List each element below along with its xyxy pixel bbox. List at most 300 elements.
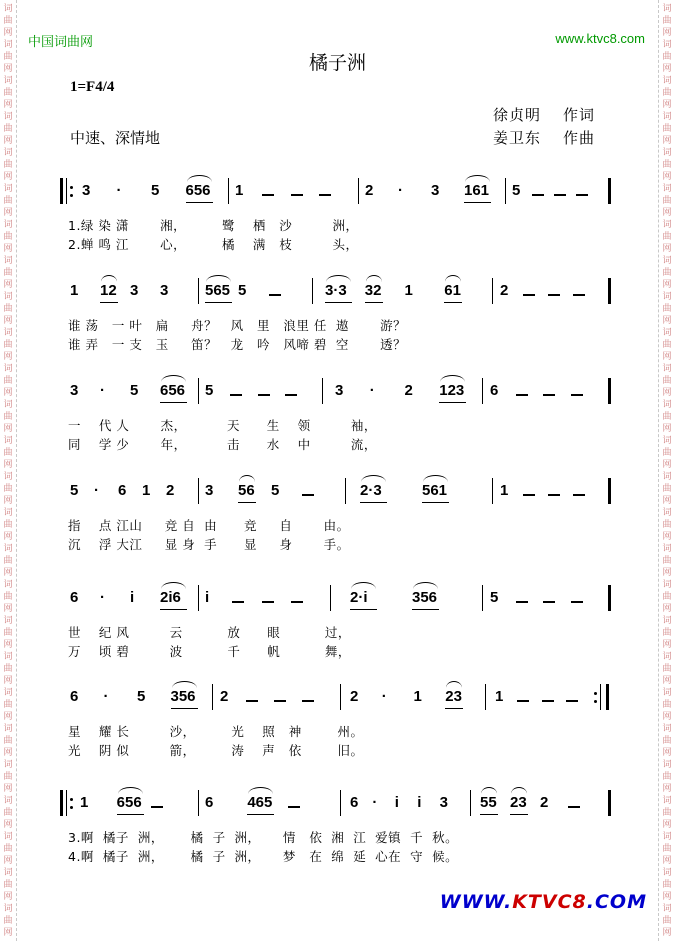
margin-glyph: 网 <box>3 604 13 614</box>
beam-underline <box>439 402 466 403</box>
notation-row <box>60 378 620 408</box>
beam-underline <box>445 708 463 709</box>
margin-glyph: 网 <box>662 280 672 290</box>
margin-glyph: 曲 <box>3 52 13 62</box>
note-group: 2 <box>166 482 175 499</box>
margin-glyph: 网 <box>3 748 13 758</box>
dash-extension <box>319 194 331 196</box>
margin-glyph: 词 <box>662 760 672 770</box>
margin-glyph: 曲 <box>662 772 672 782</box>
lyric-line-1: 1.绿 染 潇 湘， 鹭 栖 沙 洲， <box>68 218 359 233</box>
note-group: 3 <box>439 794 448 811</box>
composer-role: 作曲 <box>563 129 596 147</box>
note-group: 56 <box>238 482 255 499</box>
note-group: 356 <box>412 589 438 606</box>
margin-glyph: 词 <box>3 544 13 554</box>
watermark-brand: KTVC8 <box>512 891 587 913</box>
note-group: 2·i <box>350 589 368 606</box>
dash-extension <box>230 394 242 396</box>
margin-glyph: 网 <box>662 64 672 74</box>
slur-arc <box>423 475 448 482</box>
bar-line <box>198 378 199 404</box>
margin-glyph: 词 <box>662 796 672 806</box>
note-group: 656 <box>160 382 186 399</box>
note-group: 1 <box>235 182 244 199</box>
beam-underline <box>160 609 187 610</box>
margin-glyph: 曲 <box>662 340 672 350</box>
lyricist-name: 徐贞明 <box>493 106 542 124</box>
composer-name: 姜卫东 <box>493 129 542 147</box>
dash-extension <box>262 601 274 603</box>
slur-arc <box>366 275 382 282</box>
dash-extension <box>291 601 303 603</box>
margin-glyph: 曲 <box>3 592 13 602</box>
note-group: 656 <box>116 794 142 811</box>
note-group: i <box>417 794 422 811</box>
margin-glyph: 词 <box>3 868 13 878</box>
dash-extension <box>262 194 274 196</box>
bar-line <box>600 684 601 710</box>
margin-glyph: 曲 <box>662 376 672 386</box>
beam-underline <box>350 609 377 610</box>
lyric-line-1: 星 耀 长 沙， 光 照 神 州。 <box>68 724 364 739</box>
note-group: 5 <box>130 382 139 399</box>
margin-glyph: 曲 <box>662 664 672 674</box>
beam-underline <box>171 708 198 709</box>
margin-glyph: 网 <box>3 928 13 938</box>
note-group: 12 <box>100 282 117 299</box>
dash-extension <box>302 494 314 496</box>
margin-glyph: 词 <box>662 76 672 86</box>
margin-glyph: 词 <box>3 616 13 626</box>
dash-extension <box>576 194 588 196</box>
beam-underline <box>365 302 383 303</box>
note-group: 5 <box>490 589 499 606</box>
bar-line <box>485 684 486 710</box>
margin-glyph: 曲 <box>662 916 672 926</box>
margin-glyph: 词 <box>3 472 13 482</box>
beam-underline <box>480 814 498 815</box>
slur-arc <box>511 787 527 794</box>
margin-glyph: 曲 <box>662 880 672 890</box>
bar-line <box>198 478 199 504</box>
repeat-dot <box>70 806 73 809</box>
dash-extension <box>516 601 528 603</box>
margin-glyph: 词 <box>662 544 672 554</box>
lyric-line-2: 2.蝉 鸣 江 心， 橘 满 枝 头， <box>68 237 359 252</box>
dash-extension <box>274 700 286 702</box>
note-group: 1 <box>70 282 79 299</box>
dash-extension <box>571 601 583 603</box>
notation-row <box>60 278 620 308</box>
repeat-dot <box>594 700 597 703</box>
margin-glyph: 网 <box>662 316 672 326</box>
notation-row <box>60 684 620 714</box>
lyric-line-2: 4.啊 橘子 洲， 橘 子 洲， 梦 在 绵 延 心在 守 候。 <box>68 849 459 864</box>
note-group: 23 <box>510 794 527 811</box>
dash-extension <box>291 194 303 196</box>
margin-glyph: 网 <box>3 784 13 794</box>
margin-glyph: 网 <box>3 28 13 38</box>
slur-arc <box>413 582 438 589</box>
note-group: 6 <box>70 589 79 606</box>
dot-mark: · <box>381 688 387 705</box>
dash-extension <box>573 494 585 496</box>
margin-glyph: 词 <box>662 436 672 446</box>
margin-glyph: 词 <box>3 796 13 806</box>
margin-glyph: 网 <box>662 460 672 470</box>
margin-glyph: 网 <box>3 676 13 686</box>
note-group: 2 <box>404 382 413 399</box>
repeat-start-bar <box>66 790 67 816</box>
note-group: 2·3 <box>360 482 382 499</box>
lyric-line-1: 一 代 人 杰， 天 生 领 袖， <box>68 418 377 433</box>
beam-underline <box>247 814 274 815</box>
margin-glyph: 曲 <box>3 376 13 386</box>
margin-glyph: 网 <box>3 712 13 722</box>
dot-mark: · <box>116 182 122 199</box>
margin-glyph: 网 <box>662 748 672 758</box>
note-group: 5 <box>238 282 247 299</box>
margin-glyph: 词 <box>662 40 672 50</box>
margin-glyph: 词 <box>3 760 13 770</box>
margin-glyph: 曲 <box>3 664 13 674</box>
margin-glyph: 曲 <box>662 808 672 818</box>
margin-glyph: 曲 <box>662 304 672 314</box>
margin-glyph: 词 <box>662 616 672 626</box>
note-group: 5 <box>205 382 214 399</box>
lyric-line-1: 谁 荡 一 叶 扁 舟？ 风 里 浪里 任 遨 游？ <box>68 318 407 333</box>
dash-extension <box>523 494 535 496</box>
margin-glyph: 词 <box>3 4 13 14</box>
margin-glyph: 曲 <box>662 232 672 242</box>
dash-extension <box>542 700 554 702</box>
margin-glyph: 曲 <box>662 268 672 278</box>
margin-glyph: 曲 <box>3 268 13 278</box>
margin-glyph: 曲 <box>3 484 13 494</box>
margin-glyph: 词 <box>3 436 13 446</box>
margin-glyph: 曲 <box>3 340 13 350</box>
bar-line <box>312 278 313 304</box>
margin-glyph: 词 <box>662 508 672 518</box>
bar-line <box>606 684 609 710</box>
repeat-dot <box>70 194 73 197</box>
beam-underline <box>100 302 118 303</box>
note-group: 2 <box>220 688 229 705</box>
slur-arc <box>446 681 462 688</box>
bar-line <box>212 684 213 710</box>
margin-glyph: 词 <box>662 904 672 914</box>
dash-extension <box>573 294 585 296</box>
margin-glyph: 词 <box>662 652 672 662</box>
margin-glyph: 词 <box>3 400 13 410</box>
dash-extension <box>232 601 244 603</box>
margin-glyph: 词 <box>662 868 672 878</box>
margin-glyph: 曲 <box>3 88 13 98</box>
notation-row <box>60 790 620 820</box>
margin-glyph: 曲 <box>662 556 672 566</box>
bar-line <box>198 585 199 611</box>
margin-glyph: 曲 <box>662 196 672 206</box>
margin-glyph: 曲 <box>3 700 13 710</box>
margin-glyph: 曲 <box>3 772 13 782</box>
note-group: 2 <box>350 688 359 705</box>
score-system-5 <box>60 585 620 669</box>
slur-arc <box>361 475 386 482</box>
margin-glyph: 曲 <box>3 16 13 26</box>
margin-glyph: 网 <box>3 136 13 146</box>
margin-glyph: 网 <box>3 280 13 290</box>
site-watermark <box>440 891 647 913</box>
margin-glyph: 网 <box>662 568 672 578</box>
dash-extension <box>543 601 555 603</box>
margin-glyph: 曲 <box>3 808 13 818</box>
tempo-marking: 中速、深情地 <box>70 129 161 147</box>
note-group: 5 <box>70 482 79 499</box>
margin-glyph: 词 <box>3 904 13 914</box>
margin-glyph: 网 <box>662 640 672 650</box>
margin-glyph: 网 <box>662 100 672 110</box>
dash-extension <box>532 194 544 196</box>
margin-glyph: 词 <box>662 328 672 338</box>
slur-arc <box>161 582 186 589</box>
margin-glyph: 词 <box>3 724 13 734</box>
score-system-6 <box>60 684 620 768</box>
margin-glyph: 词 <box>3 40 13 50</box>
margin-glyph: 曲 <box>3 628 13 638</box>
slur-arc <box>239 475 255 482</box>
bar-line <box>340 684 341 710</box>
margin-glyph: 网 <box>662 676 672 686</box>
key-signature: 1=F4/4 <box>70 79 115 95</box>
dot-mark: · <box>94 482 99 499</box>
score-system-2 <box>60 278 620 362</box>
note-group: i <box>394 794 399 811</box>
margin-glyph: 网 <box>3 388 13 398</box>
dash-extension <box>523 294 535 296</box>
margin-glyph: 曲 <box>3 160 13 170</box>
margin-glyph: 词 <box>662 580 672 590</box>
margin-glyph: 词 <box>3 112 13 122</box>
margin-glyph: 网 <box>662 496 672 506</box>
score-system-7 <box>60 790 620 874</box>
margin-glyph: 词 <box>3 580 13 590</box>
slur-arc <box>481 787 497 794</box>
slur-arc <box>172 681 197 688</box>
margin-glyph: 词 <box>3 256 13 266</box>
notation-row <box>60 478 620 508</box>
margin-glyph: 网 <box>3 64 13 74</box>
margin-glyph: 词 <box>3 688 13 698</box>
margin-glyph: 曲 <box>662 844 672 854</box>
dash-extension <box>285 394 297 396</box>
beam-underline <box>160 402 187 403</box>
margin-glyph: 词 <box>662 112 672 122</box>
margin-glyph: 曲 <box>3 124 13 134</box>
margin-glyph: 曲 <box>3 916 13 926</box>
lyric-line-1: 世 纪 风 云 放 眼 过， <box>68 625 351 640</box>
margin-glyph: 曲 <box>662 520 672 530</box>
margin-glyph: 词 <box>662 472 672 482</box>
note-group: 5 <box>271 482 280 499</box>
margin-glyph: 网 <box>662 532 672 542</box>
bar-line <box>492 278 493 304</box>
note-group: 2 <box>540 794 549 811</box>
bar-line <box>228 178 229 204</box>
note-group: 32 <box>364 282 382 299</box>
margin-glyph: 曲 <box>3 556 13 566</box>
margin-glyph: 网 <box>662 136 672 146</box>
repeat-dot <box>70 186 73 189</box>
margin-glyph: 词 <box>3 220 13 230</box>
site-url[interactable]: www.ktvc8.com <box>555 31 645 46</box>
margin-glyph: 网 <box>662 604 672 614</box>
note-group: 3·3 <box>325 282 347 299</box>
site-name[interactable]: 中国词曲网 <box>28 35 94 50</box>
lyric-line-1: 指 点 江山 竞 自 由 竞 自 由。 <box>68 518 350 533</box>
dash-extension <box>548 494 560 496</box>
margin-glyph: 曲 <box>662 52 672 62</box>
margin-glyph: 词 <box>662 832 672 842</box>
margin-glyph: 网 <box>662 820 672 830</box>
repeat-dot <box>70 798 73 801</box>
bar-line <box>330 585 331 611</box>
margin-glyph: 曲 <box>662 16 672 26</box>
margin-glyph: 词 <box>662 148 672 158</box>
dash-extension <box>151 806 163 808</box>
note-group: 6 <box>205 794 214 811</box>
note-group: i <box>205 589 210 606</box>
slur-arc <box>248 787 273 794</box>
dash-extension <box>548 294 560 296</box>
note-group: 1 <box>404 282 413 299</box>
beam-underline <box>117 814 144 815</box>
margin-glyph: 网 <box>662 928 672 938</box>
dash-extension <box>246 700 258 702</box>
left-margin-watermark <box>0 0 17 941</box>
dash-extension <box>517 700 529 702</box>
dash-extension <box>288 806 300 808</box>
margin-glyph: 曲 <box>662 484 672 494</box>
margin-glyph: 网 <box>662 784 672 794</box>
margin-glyph: 曲 <box>662 628 672 638</box>
margin-glyph: 曲 <box>662 592 672 602</box>
margin-glyph: 词 <box>662 4 672 14</box>
margin-glyph: 网 <box>662 244 672 254</box>
bar-line <box>482 585 483 611</box>
note-group: 3 <box>335 382 344 399</box>
note-group: 1 <box>80 794 89 811</box>
watermark-prefix: WWW. <box>439 891 513 913</box>
lyric-line-1: 3.啊 橘子 洲， 橘 子 洲， 情 依 湘 江 爱镇 千 秋。 <box>68 830 459 845</box>
notation-row <box>60 585 620 615</box>
repeat-start-bar <box>60 790 63 816</box>
note-group: 3 <box>205 482 214 499</box>
margin-glyph: 网 <box>3 352 13 362</box>
margin-glyph: 网 <box>662 352 672 362</box>
margin-glyph: 词 <box>662 400 672 410</box>
bar-line <box>492 478 493 504</box>
margin-glyph: 网 <box>3 100 13 110</box>
beam-underline <box>444 302 462 303</box>
margin-glyph: 曲 <box>3 520 13 530</box>
dash-extension <box>302 700 314 702</box>
slur-arc <box>101 275 117 282</box>
note-group: 5 <box>151 182 160 199</box>
bar-line <box>608 478 611 504</box>
dash-extension <box>566 700 578 702</box>
note-group: 55 <box>480 794 497 811</box>
dash-extension <box>258 394 270 396</box>
margin-glyph: 网 <box>662 892 672 902</box>
margin-glyph: 词 <box>662 292 672 302</box>
margin-glyph: 词 <box>3 148 13 158</box>
margin-glyph: 网 <box>662 712 672 722</box>
slur-arc <box>326 275 351 282</box>
margin-glyph: 曲 <box>3 196 13 206</box>
note-group: 356 <box>170 688 196 705</box>
beam-underline <box>510 814 528 815</box>
bar-line <box>340 790 341 816</box>
bar-line <box>198 790 199 816</box>
note-group: 3 <box>70 382 79 399</box>
margin-glyph: 词 <box>662 184 672 194</box>
margin-glyph: 曲 <box>662 736 672 746</box>
bar-line <box>470 790 471 816</box>
margin-glyph: 曲 <box>3 232 13 242</box>
note-group: 3 <box>431 182 440 199</box>
note-group: 1 <box>142 482 151 499</box>
margin-glyph: 词 <box>3 832 13 842</box>
margin-glyph: 曲 <box>3 880 13 890</box>
note-group: 123 <box>439 382 465 399</box>
dot-mark: · <box>369 382 375 399</box>
bar-line <box>482 378 483 404</box>
margin-glyph: 网 <box>3 856 13 866</box>
note-group: 565 <box>205 282 231 299</box>
margin-glyph: 词 <box>3 76 13 86</box>
bar-line <box>608 585 611 611</box>
note-group: 1 <box>413 688 422 705</box>
margin-glyph: 曲 <box>3 844 13 854</box>
bar-line <box>505 178 506 204</box>
note-group: 2 <box>365 182 374 199</box>
lyric-line-2: 光 阴 似 箭， 涛 声 依 旧。 <box>68 743 364 758</box>
dot-mark: · <box>100 382 105 399</box>
dash-extension <box>516 394 528 396</box>
margin-glyph: 曲 <box>3 448 13 458</box>
margin-glyph: 词 <box>3 652 13 662</box>
margin-glyph: 网 <box>3 892 13 902</box>
margin-glyph: 词 <box>662 724 672 734</box>
note-group: 2i6 <box>160 589 181 606</box>
margin-glyph: 网 <box>3 424 13 434</box>
slur-arc <box>206 275 231 282</box>
bar-line <box>358 178 359 204</box>
margin-glyph: 网 <box>662 28 672 38</box>
margin-glyph: 曲 <box>662 412 672 422</box>
beam-underline <box>464 202 491 203</box>
dash-extension <box>554 194 566 196</box>
dash-extension <box>269 294 281 296</box>
score-system-4 <box>60 478 620 562</box>
margin-glyph: 网 <box>3 496 13 506</box>
margin-glyph: 曲 <box>662 700 672 710</box>
margin-glyph: 词 <box>662 364 672 374</box>
slur-arc <box>465 175 490 182</box>
repeat-start-bar <box>60 178 63 204</box>
beam-underline <box>325 302 352 303</box>
